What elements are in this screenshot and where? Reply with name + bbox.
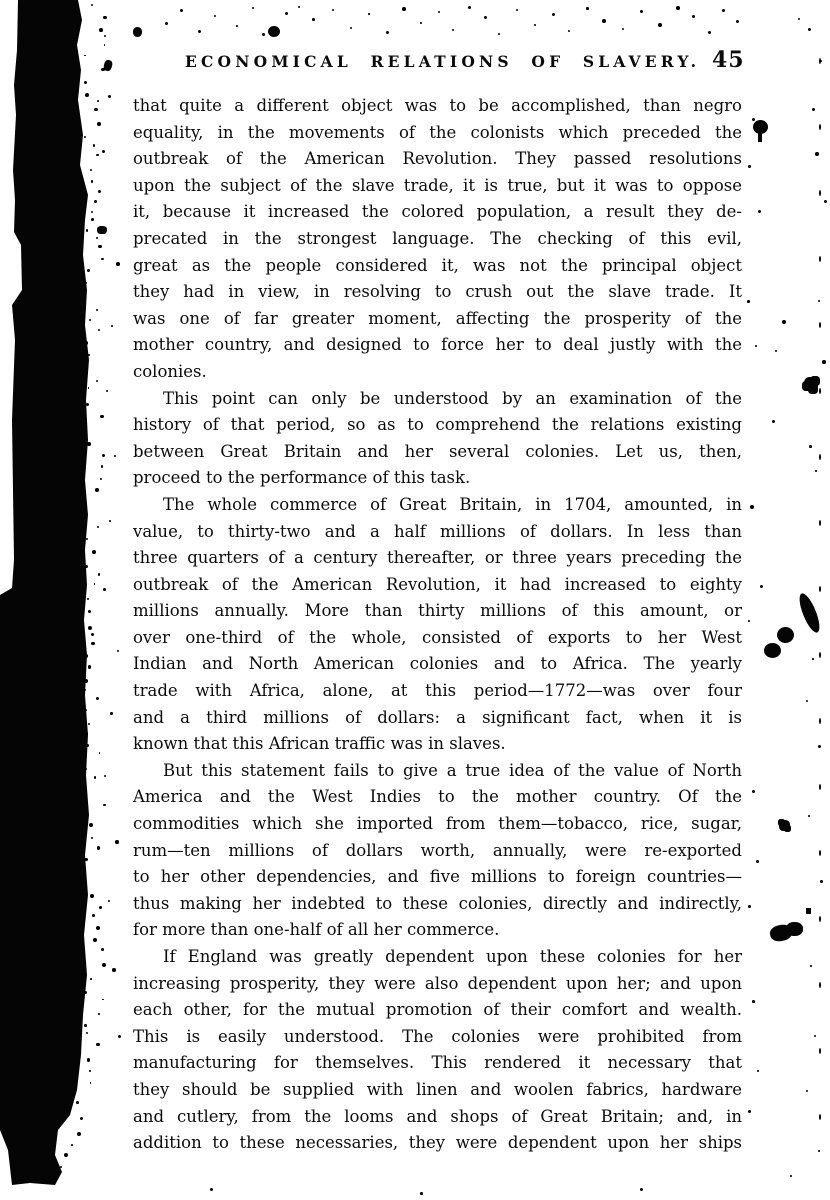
ink-speck (101, 465, 104, 468)
ink-speck (115, 840, 119, 844)
ink-speck (312, 18, 315, 21)
ink-speck (64, 1153, 68, 1157)
ink-speck (748, 165, 751, 168)
ink-speck (819, 586, 821, 592)
ink-speck (103, 16, 106, 19)
text-line: America and the West Indies to the mother country. Of the (133, 787, 742, 807)
ink-blob (758, 133, 762, 142)
ink-speck (402, 7, 406, 11)
ink-speck (92, 550, 96, 554)
ink-speck (114, 455, 116, 457)
ink-speck (798, 18, 800, 20)
ink-speck (96, 926, 100, 930)
ink-speck (568, 30, 570, 32)
ink-speck (819, 1114, 821, 1120)
text-line: If England was greatly dependent upon these colonies for her (163, 947, 742, 966)
scan-edge-artifact (0, 0, 110, 1200)
ink-speck (782, 320, 786, 324)
ink-blob (806, 908, 811, 914)
ink-speck (102, 454, 106, 458)
text-line: Indian and North American colonies and to Africa. The yearly (133, 654, 742, 674)
ink-speck (89, 823, 93, 827)
ink-speck (71, 1144, 73, 1146)
ink-speck (110, 712, 113, 715)
ink-speck (640, 10, 643, 13)
ink-speck (89, 1070, 91, 1072)
ink-speck (94, 776, 97, 779)
ink-speck (102, 150, 105, 153)
ink-speck (180, 9, 183, 12)
ink-speck (819, 850, 821, 856)
ink-speck (85, 503, 87, 505)
ink-speck (165, 22, 168, 25)
ink-speck (819, 1048, 821, 1054)
ink-speck (84, 55, 86, 57)
ink-speck (93, 938, 97, 942)
ink-blob (764, 643, 781, 658)
ink-speck (96, 154, 98, 156)
ink-speck (214, 15, 216, 17)
text-line: outbreak of the American Revolution, it had increased to eighty (133, 574, 742, 594)
ink-speck (99, 906, 102, 909)
ink-speck (77, 1132, 81, 1136)
ink-speck (90, 169, 92, 171)
ink-blob (786, 922, 803, 936)
ink-speck (586, 7, 589, 10)
ink-speck (534, 24, 536, 26)
text-line: upon the subject of the slave trade, it is true, but it was to oppose (133, 175, 742, 195)
text-line: The whole commerce of Great Britain, in 1704, amounted, in (163, 494, 742, 514)
ink-speck (85, 565, 88, 568)
ink-speck (819, 58, 821, 64)
ink-speck (285, 12, 288, 15)
text-line: they had in view, in resolving to crush out the slave trade. It (133, 282, 742, 302)
ink-speck (99, 28, 103, 32)
ink-speck (92, 914, 95, 917)
ink-speck (85, 93, 89, 97)
text-line: rum—ten millions of dollars worth, annually, were re-exported (133, 840, 742, 860)
ink-speck (95, 488, 99, 492)
paragraph (133, 386, 742, 492)
paragraph (133, 93, 742, 386)
ink-speck (468, 6, 471, 9)
running-head: ECONOMICAL RELATIONS OF SLAVERY. (185, 52, 701, 71)
text-line: to her other dependencies, and five millions to foreign countries— (133, 867, 742, 887)
ink-speck (819, 982, 821, 988)
ink-speck (86, 744, 89, 747)
ink-speck (84, 689, 86, 691)
text-line: proceed to the performance of this task. (133, 468, 471, 488)
paragraph (133, 758, 742, 944)
ink-speck (98, 245, 101, 248)
ink-speck (298, 6, 300, 8)
text-line: value, to thirty-two and a half millions of dollars. In less than (133, 521, 742, 541)
ink-speck (104, 35, 106, 37)
text-line: it, because it increased the colored population, a result they de- (133, 202, 742, 222)
ink-speck (818, 1150, 820, 1152)
ink-speck (332, 9, 334, 11)
ink-speck (91, 4, 93, 6)
ink-speck (98, 190, 101, 193)
ink-speck (86, 369, 88, 371)
ink-speck (76, 1101, 79, 1104)
ink-blob (753, 120, 768, 134)
ink-speck (101, 948, 104, 951)
ink-speck (386, 31, 389, 34)
text-line: was one of far greater moment, affecting the prosperity of the (133, 308, 742, 328)
ink-speck (87, 269, 90, 272)
ink-speck (112, 968, 116, 972)
ink-blob (796, 591, 824, 635)
text-line: great as the people considered it, was not the principal object (133, 255, 742, 275)
ink-speck (516, 9, 518, 11)
ink-speck (252, 7, 254, 9)
ink-speck (498, 33, 500, 35)
ink-speck (820, 880, 823, 883)
ink-speck (117, 650, 119, 652)
ink-speck (708, 31, 711, 34)
ink-speck (812, 108, 815, 111)
ink-speck (368, 13, 370, 15)
ink-speck (810, 965, 812, 967)
ink-speck (236, 25, 238, 27)
ink-speck (91, 180, 94, 183)
ink-speck (819, 256, 821, 262)
ink-speck (822, 360, 826, 364)
ink-speck (87, 598, 89, 600)
ink-speck (819, 652, 821, 658)
ink-speck (101, 258, 103, 260)
ink-speck (96, 1043, 100, 1047)
ink-speck (98, 573, 100, 575)
ink-speck (760, 585, 763, 588)
ink-speck (815, 152, 819, 156)
ink-speck (111, 325, 113, 327)
ink-speck (88, 387, 90, 389)
ink-speck (814, 1035, 816, 1037)
ink-speck (819, 916, 821, 922)
text-line: they should be supplied with linen and woolen fabrics, hardware (133, 1079, 742, 1099)
ink-speck (819, 190, 821, 196)
ink-speck (103, 804, 105, 806)
ink-speck (88, 626, 92, 630)
ink-speck (676, 6, 680, 10)
ink-speck (757, 1070, 759, 1072)
text-line: outbreak of the American Revolution. They passed resolutions (133, 149, 742, 169)
paragraph (133, 944, 742, 1157)
ink-speck (102, 999, 104, 1001)
ink-speck (452, 29, 454, 31)
ink-speck (96, 697, 99, 700)
ink-speck (103, 588, 106, 591)
ink-speck (86, 538, 88, 540)
ink-speck (692, 15, 695, 18)
ink-blob (779, 820, 790, 831)
ink-speck (658, 23, 662, 27)
ink-speck (84, 858, 87, 861)
ink-speck (790, 1175, 792, 1177)
text-line: each other, for the mutual promotion of their comfort and wealth. (133, 1000, 742, 1020)
page-number: 45 (712, 47, 745, 73)
ink-speck (99, 752, 101, 754)
ink-speck (80, 1117, 83, 1120)
text-line: that quite a different object was to be accomplished, than negro (133, 96, 742, 115)
ink-speck (812, 658, 814, 660)
text-line: and a third millions of dollars: a significant fact, when it is (133, 707, 742, 727)
ink-speck (60, 1166, 62, 1168)
ink-speck (750, 505, 754, 509)
ink-speck (96, 380, 98, 382)
ink-speck (484, 16, 487, 19)
ink-speck (809, 445, 812, 448)
ink-speck (602, 19, 606, 23)
ink-speck (98, 1013, 100, 1015)
ink-speck (722, 9, 725, 12)
text-line: addition to these necessaries, they were dependent upon her ships (133, 1133, 742, 1153)
ink-speck (622, 28, 624, 30)
ink-speck (420, 22, 422, 24)
ink-speck (752, 790, 755, 793)
ink-speck (97, 122, 101, 126)
ink-speck (640, 1188, 643, 1191)
ink-speck (97, 846, 100, 849)
ink-speck (755, 345, 757, 347)
ink-speck (262, 33, 265, 36)
ink-speck (109, 520, 111, 522)
ink-speck (86, 403, 89, 406)
ink-speck (106, 390, 108, 392)
ink-speck (84, 679, 88, 683)
ink-speck (101, 68, 105, 72)
ink-speck (819, 718, 821, 724)
ink-speck (94, 108, 97, 111)
ink-speck (91, 633, 94, 636)
ink-speck (91, 218, 94, 221)
ink-speck (89, 319, 91, 321)
ink-blob (133, 27, 142, 37)
ink-speck (84, 341, 88, 345)
ink-speck (815, 470, 817, 472)
ink-speck (88, 723, 90, 725)
ink-speck (736, 20, 739, 23)
body-text (133, 93, 742, 1157)
ink-speck (97, 526, 99, 528)
text-line: over one-third of the whole, consisted of exports to her West (133, 627, 742, 647)
ink-speck (90, 978, 92, 980)
ink-speck (98, 329, 100, 331)
text-line: millions annually. More than thirty millions of this amount, or (133, 601, 742, 621)
ink-speck (85, 881, 87, 883)
ink-speck (84, 654, 88, 658)
ink-speck (90, 1082, 92, 1084)
ink-speck (350, 27, 352, 29)
ink-speck (116, 262, 120, 266)
ink-speck (86, 1032, 88, 1034)
ink-speck (756, 860, 759, 863)
ink-speck (104, 775, 106, 777)
ink-speck (752, 1000, 755, 1003)
text-line: known that this African traffic was in slaves. (133, 734, 506, 754)
ink-speck (88, 610, 91, 613)
text-line: trade with Africa, alone, at this period—1772—was over four (133, 681, 742, 701)
ink-speck (84, 136, 86, 138)
ink-speck (90, 894, 94, 898)
text-line: mother country, and designed to force her to deal justly with the (133, 335, 742, 355)
ink-speck (819, 124, 821, 130)
ink-speck (818, 745, 821, 748)
ink-speck (198, 30, 201, 33)
ink-speck (748, 905, 751, 908)
text-line: history of that period, so as to comprehend the relations existing (133, 415, 742, 435)
ink-speck (108, 95, 111, 98)
ink-speck (775, 350, 777, 352)
ink-speck (100, 415, 103, 418)
ink-speck (84, 1024, 87, 1027)
ink-speck (87, 1058, 91, 1062)
ink-speck (819, 322, 821, 328)
text-line: commodities which she imported from them—tobacco, rice, sugar, (133, 814, 742, 834)
ink-speck (85, 282, 87, 284)
text-line: between Great Britain and her several colonies. Let us, then, (133, 441, 742, 461)
ink-speck (118, 1035, 121, 1038)
ink-speck (819, 454, 821, 460)
ink-speck (86, 229, 89, 232)
ink-speck (819, 784, 821, 790)
ink-speck (84, 81, 87, 84)
text-line: three quarters of a century thereafter, or three years preceding the (133, 548, 742, 568)
ink-speck (772, 420, 775, 423)
ink-speck (87, 442, 91, 446)
ink-speck (210, 1188, 213, 1191)
ink-speck (808, 28, 811, 31)
ink-speck (819, 388, 821, 394)
text-line: But this statement fails to give a true idea of the value of North (163, 760, 742, 780)
text-line: for more than one-half of all her commerce. (133, 920, 500, 940)
ink-speck (824, 200, 827, 203)
ink-speck (108, 900, 110, 902)
ink-speck (806, 1090, 808, 1092)
text-line: manufacturing for themselves. This rendered it necessary that (133, 1053, 742, 1073)
text-line: equality, in the movements of the colonists which preceded the (133, 122, 742, 142)
ink-speck (819, 520, 821, 526)
ink-speck (96, 237, 98, 239)
ink-speck (97, 100, 99, 102)
paragraph (133, 492, 742, 758)
ink-speck (102, 963, 106, 967)
ink-blob (268, 26, 280, 37)
ink-speck (420, 1192, 423, 1195)
ink-speck (93, 144, 95, 146)
ink-speck (748, 620, 750, 622)
ink-speck (88, 354, 90, 356)
ink-speck (91, 642, 94, 645)
text-line: thus making her indebted to these colonies, directly and indirectly, (133, 893, 742, 913)
ink-speck (758, 210, 761, 213)
ink-speck (91, 211, 93, 213)
ink-speck (85, 732, 88, 735)
ink-blob (804, 377, 818, 391)
ink-blob (97, 226, 107, 234)
ink-speck (91, 837, 93, 839)
text-line: colonies. (133, 361, 207, 381)
ink-speck (94, 583, 96, 585)
ink-speck (748, 1110, 751, 1113)
ink-blob (777, 627, 794, 643)
text-line: precated in the strongest language. The checking of this evil, (133, 228, 742, 248)
ink-speck (84, 789, 86, 791)
ink-speck (818, 300, 820, 302)
text-line: This point can only be understood by an examination of the (163, 388, 742, 408)
ink-speck (84, 709, 87, 712)
ink-speck (88, 665, 92, 669)
text-line: and cutlery, from the looms and shops of Great Britain; and, in (133, 1106, 742, 1126)
ink-speck (94, 200, 97, 203)
ink-speck (96, 309, 99, 312)
ink-speck (100, 478, 103, 481)
text-line: increasing prosperity, they were also dependent upon her; and upon (133, 973, 742, 993)
ink-speck (808, 815, 810, 817)
text-line: This is easily understood. The colonies were prohibited from (133, 1026, 742, 1046)
ink-speck (552, 13, 555, 16)
ink-speck (806, 700, 808, 702)
ink-speck (747, 300, 750, 303)
ink-speck (438, 11, 440, 13)
ink-speck (752, 118, 755, 121)
ink-speck (104, 44, 106, 46)
